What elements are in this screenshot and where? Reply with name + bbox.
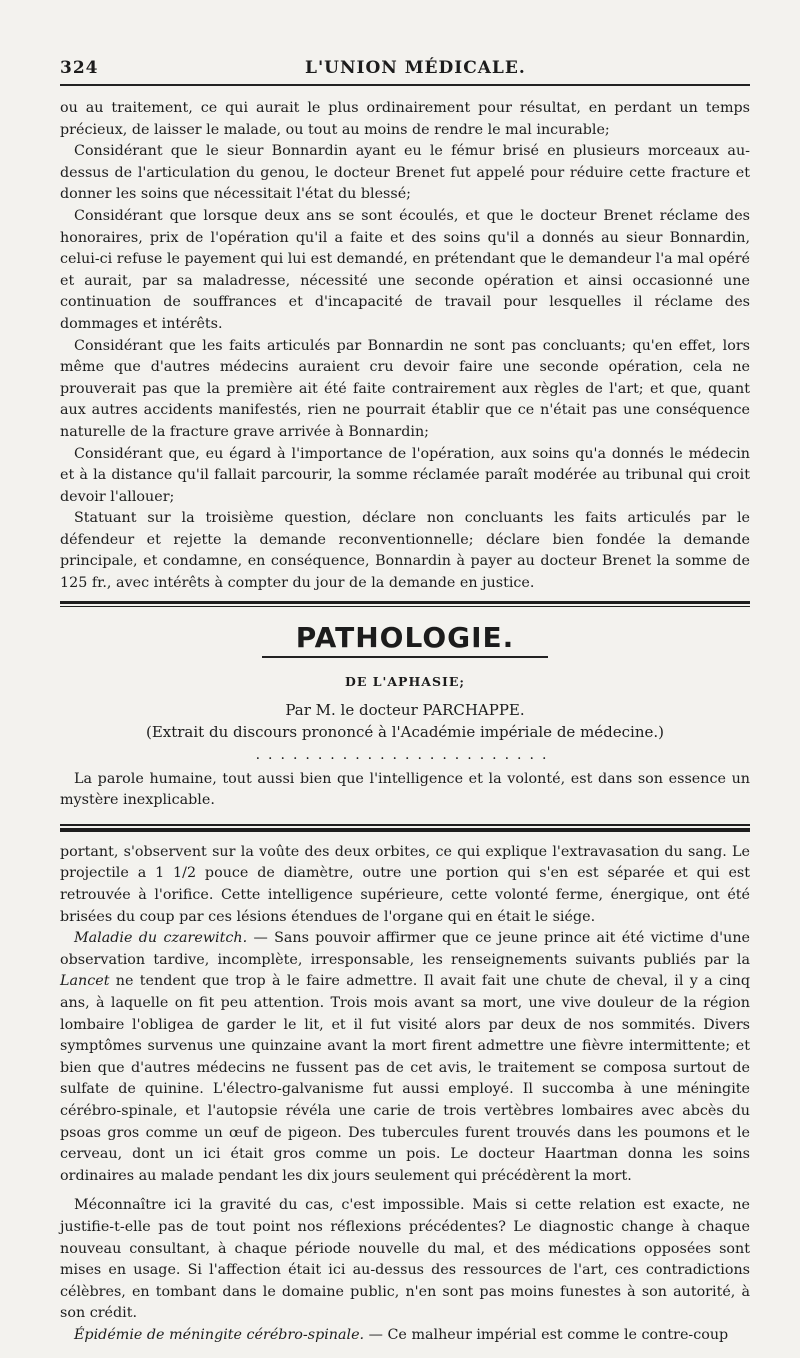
section-divider — [60, 601, 750, 607]
extract-note: (Extrait du discours prononcé à l'Académie impériale de médecine.) — [145, 722, 665, 741]
title-underline — [262, 656, 548, 658]
subheading: Maladie du czarewitch. — [74, 930, 248, 947]
article-title: DE L'APHASIE; — [345, 673, 465, 689]
feuilleton-paragraph — [60, 928, 750, 1187]
feuilleton-text — [60, 842, 750, 1347]
feuilleton-paragraph: Méconnaître ici la gravité du cas, c'est impossible. Mais si cette relation est exacte, ne justifie-t-elle pas de tout point nos réflexions précédentes? Le diagnostic change à chaque nouveau consultant, à chaque période nouvelle du mal, et des médications opposées sont mises en usage. Si l'affection était ici au-dessus des ressources de l'art, ces contradictions célèbres, en tombant dans le domaine public, n'en sont pas moins funestes à son autorité, à son crédit. — [60, 1197, 750, 1322]
feuilleton-paragraph: portant, s'observent sur la voûte des deux orbites, ce qui explique l'extravasation du sang. Le projectile a 1 1/2 pouce de diamètre, outre une portion qui s'en est séparée et qui est retrouvée à l'orifice. Cette intelligence supérieure, cette volonté ferme, énergique, ont été brisées du coup par ces lésions étendues de l'organe qui en était le siége. — [60, 843, 750, 925]
paragraph: Considérant que lorsque deux ans se sont écoulés, et que le docteur Brenet réclame des honoraires, prix de l'opération qu'il a faite et des soins qu'il a donnés au sieur Bonnardin, celui-ci refuse le payement qui lui est demandé, en prétendant que le demandeur l'a mal opéré et aurait, par sa maladresse, nécessité une seconde opération et ainsi occasionné une continuation de souffrances et d'incapacité de travail pour lesquelles il réclame des dommages et intérêts. — [60, 207, 750, 332]
paragraph: ou au traitement, ce qui aurait le plus ordinairement pour résultat, en perdant un temps précieux, de laisser le malade, ou tout au moins de rendre le mal incurable; — [60, 100, 750, 138]
feuilleton-divider — [60, 824, 750, 832]
judgment-text — [60, 98, 750, 595]
author-prefix: Par M. le docteur — [285, 700, 423, 719]
paragraph: Considérant que, eu égard à l'importance de l'opération, aux soins qu'a donnés le médecin et à la distance qu'il fallait parcourir, la somme réclamée paraît modérée au tribunal qui croit devoir l'allouer; — [60, 445, 750, 505]
paragraph: Considérant que le sieur Bonnardin ayant eu le fémur brisé en plusieurs morceaux au-dessus de l'articulation du genou, le docteur Brenet fut appelé pour réduire cette fracture et donner les soins que nécessitait l'état du blessé; — [60, 143, 750, 203]
author-name: PARCHAPPE. — [422, 700, 525, 719]
section-title: PATHOLOGIE. — [295, 620, 515, 654]
feuilleton-paragraph — [60, 1325, 750, 1347]
subheading: Épidémie de méningite cérébro-spinale. — [74, 1326, 365, 1343]
journal-name: Lancet — [60, 973, 110, 990]
text-run: ne tendent que trop à le faire admettre. Il avait fait une chute de cheval, il y a cinq ans, à laquelle on fit peu attention. Trois mois avant sa mort, une vive douleur de la région lombaire l'obligea de garder le lit, et il fut visité alors par deux de nos sommités. Divers symptômes survenus une quinzaine avant la mort firent admettre une fièvre intermittente; et bien que d'autres médecins ne fussent pas de cet avis, le traitement se composa surtout de sulfate de quinine. L'électro-galvanisme fut aussi employé. Il succomba à une méningite cérébro-spinale, et l'autopsie révéla une carie de trois vertèbres lombaires avec abcès du psoas gros comme un œuf de pigeon. Des tubercules furent trouvés dans les poumons et le cerveau, dont un ici était gros comme un pois. Le docteur Haartman donna les soins ordinaires au malade pendant les dix jours seulement qui précédèrent la mort. — [60, 973, 750, 1184]
running-head — [60, 58, 750, 86]
page-number: 324 — [60, 58, 99, 78]
author-line — [60, 701, 750, 719]
journal-title: L'UNION MÉDICALE. — [305, 58, 526, 78]
article-lead — [60, 769, 750, 812]
paragraph: Statuant sur la troisième question, déclare non concluants les faits articulés par le défendeur et rejette la demande reconventionnelle; déclare bien fondée la demande principale, et condamne, en conséquence, Bonnardin à payer au docteur Brenet la somme de 125 fr., avec intérêts à compter du jour de la demande en justice. — [60, 510, 750, 592]
text-run: — Ce malheur impérial est comme le contre-coup — [364, 1326, 729, 1343]
lead-paragraph: La parole humaine, tout aussi bien que l'intelligence et la volonté, est dans son essence un mystère inexplicable. — [60, 770, 750, 809]
ellipsis-dots: ........................ — [255, 746, 555, 763]
text-run: — Sans pouvoir affirmer que ce jeune prince ait été victime d'une observation tardive, incomplète, irresponsable, les renseignements suivants publiés par la — [60, 930, 750, 968]
paragraph: Considérant que les faits articulés par Bonnardin ne sont pas concluants; qu'en effet, lors même que d'autres médecins auraient cru devoir faire une seconde opération, cela ne prouverait pas que la première ait été faite contrairement aux règles de l'art; et que, quant aux autres accidents manifestés, rien ne pourrait établir que ce n'était pas une conséquence naturelle de la fracture grave arrivée à Bonnardin; — [60, 337, 750, 440]
